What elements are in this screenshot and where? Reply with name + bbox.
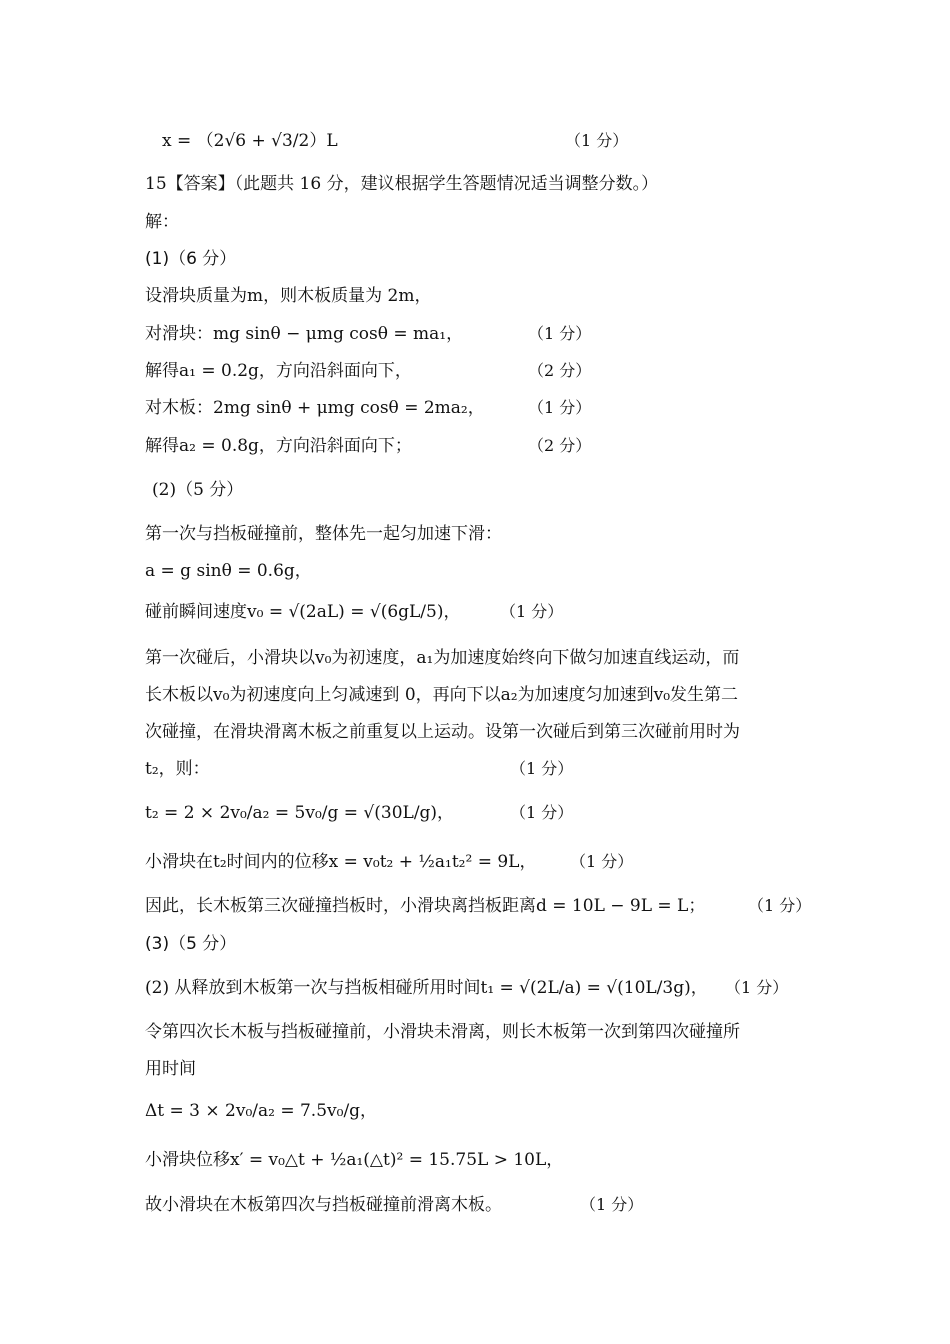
equation-block-forces: 对滑块：mg sinθ − μmg cosθ = ma₁，: [145, 324, 464, 344]
part-1-heading: (1)（6 分）: [145, 249, 237, 269]
text-line: 用时间: [145, 1059, 196, 1079]
solution-label: 解：: [145, 212, 179, 232]
score-mark: （2 分）: [528, 436, 592, 455]
equation-x-result: x = （2√6 + √3/2）L: [162, 131, 338, 151]
text-line: 令第四次长木板与挡板碰撞前，小滑块未滑离，则长木板第一次到第四次碰撞所: [145, 1022, 740, 1042]
equation-distance: 因此，长木板第三次碰撞挡板时，小滑块离挡板距离d = 10L − 9L = L；: [145, 896, 706, 916]
equation-a: a = g sinθ = 0.6g，: [145, 561, 312, 581]
text-line: 第一次与挡板碰撞前，整体先一起匀加速下滑：: [145, 524, 502, 544]
equation-t2: t₂ = 2 × 2v₀/a₂ = 5v₀/g = √(30L/g)，: [145, 803, 455, 823]
equation-a2: 解得a₂ = 0.8g，方向沿斜面向下；: [145, 436, 412, 456]
text-line: 长木板以v₀为初速度向上匀减速到 0，再向下以a₂为加速度匀加速到v₀发生第二: [145, 685, 739, 705]
score-mark: （1 分）: [570, 852, 634, 871]
score-mark: （1 分）: [510, 803, 574, 822]
score-mark: （1 分）: [500, 602, 564, 621]
score-mark: （1 分）: [528, 324, 592, 343]
equation-board-forces: 对木板：2mg sinθ + μmg cosθ = 2ma₂，: [145, 398, 485, 418]
equation-delta-t: Δt = 3 × 2v₀/a₂ = 7.5v₀/g，: [145, 1101, 378, 1121]
conclusion-line: 故小滑块在木板第四次与挡板碰撞前滑离木板。: [145, 1195, 502, 1215]
part-3-heading: (3)（5 分）: [145, 934, 237, 954]
text-line: 设滑块质量为m，则木板质量为 2m，: [145, 286, 432, 306]
score-mark: （2 分）: [528, 361, 592, 380]
equation-a1: 解得a₁ = 0.2g，方向沿斜面向下，: [145, 361, 412, 381]
score-mark: （1 分）: [725, 978, 789, 997]
part-2-heading: (2)（5 分）: [152, 480, 244, 500]
score-mark: （1 分）: [748, 896, 812, 915]
equation-t1: (2) 从释放到木板第一次与挡板相碰所用时间t₁ = √(2L/a) = √(10L/3g)，: [145, 978, 708, 998]
score-mark: （1 分）: [528, 398, 592, 417]
text-line: 次碰撞，在滑块滑离木板之前重复以上运动。设第一次碰后到第三次碰前用时为: [145, 722, 740, 742]
score-mark: （1 分）: [565, 131, 629, 150]
answer-heading: 15【答案】（此题共 16 分，建议根据学生答题情况适当调整分数。）: [145, 174, 659, 194]
score-mark: （1 分）: [580, 1195, 644, 1214]
text-line: t₂，则：: [145, 759, 210, 779]
text-line: 第一次碰后，小滑块以v₀为初速度，a₁为加速度始终向下做匀加速直线运动，而: [145, 648, 740, 668]
equation-v0: 碰前瞬间速度v₀ = √(2aL) = √(6gL/5)，: [145, 602, 461, 622]
equation-displacement-x-prime: 小滑块位移x′ = v₀△t + ½a₁(△t)² = 15.75L > 10L，: [145, 1150, 564, 1170]
equation-displacement: 小滑块在t₂时间内的位移x = v₀t₂ + ½a₁t₂² = 9L，: [145, 852, 537, 872]
score-mark: （1 分）: [510, 759, 574, 778]
